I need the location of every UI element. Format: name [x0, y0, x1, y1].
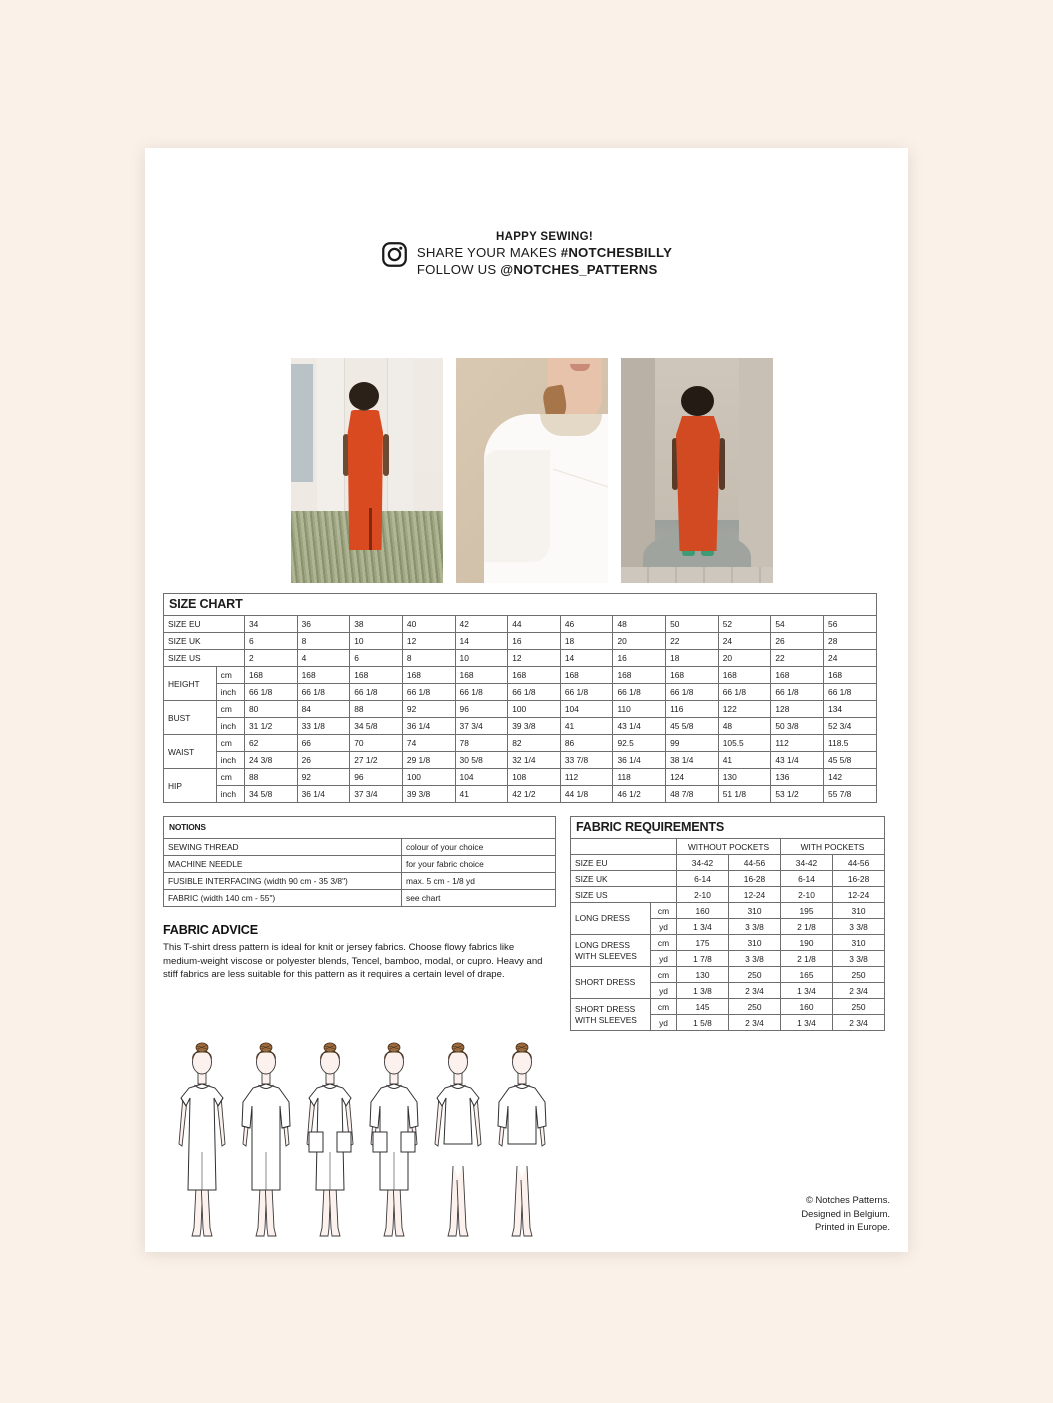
fabric-requirements-group-header: WITHOUT POCKETS — [677, 839, 781, 855]
size-chart-measure-row — [164, 786, 877, 803]
fabric-requirements-unit-cm: cm — [651, 935, 677, 951]
size-chart-cell-inch: 66 1/8 — [666, 684, 719, 701]
size-chart-cell: 4 — [297, 650, 350, 667]
fabric-requirements-cell-yd: 2 1/8 — [781, 919, 833, 935]
fabric-requirements-cell-yd: 1 5/8 — [677, 1015, 729, 1031]
fabric-requirements-unit-yd: yd — [651, 919, 677, 935]
fabric-requirements-cell-cm: 310 — [833, 935, 885, 951]
size-chart-unit-cm: cm — [216, 735, 244, 752]
fabric-requirements-cell-yd: 1 3/4 — [677, 919, 729, 935]
fabric-requirements-cell-cm: 195 — [781, 903, 833, 919]
size-chart-measure-row — [164, 752, 877, 769]
size-chart-cell: 18 — [560, 633, 613, 650]
fabric-requirements-cell-cm: 130 — [677, 967, 729, 983]
size-chart-cell-cm: 100 — [508, 701, 561, 718]
size-chart-cell-cm: 82 — [508, 735, 561, 752]
size-chart-cell: 14 — [455, 633, 508, 650]
size-chart-cell: 8 — [402, 650, 455, 667]
photo-orange-long-dress-back — [621, 358, 773, 583]
notions-row — [164, 890, 556, 907]
size-chart-cell: 6 — [244, 633, 297, 650]
notions-item: FUSIBLE INTERFACING (width 90 cm - 35 3/8") — [164, 873, 402, 890]
fabric-requirements-unit-cm: cm — [651, 999, 677, 1015]
size-chart-cell-inch: 66 1/8 — [297, 684, 350, 701]
fabric-requirements-cell-yd: 2 3/4 — [833, 1015, 885, 1031]
footer-designed: Designed in Belgium. — [801, 1207, 890, 1219]
size-chart-cell-cm: 122 — [718, 701, 771, 718]
size-chart-cell-cm: 168 — [613, 667, 666, 684]
fabric-requirements-measure-row — [571, 967, 885, 983]
fabric-requirements-cell-yd: 2 3/4 — [729, 983, 781, 999]
fabric-requirements-size-cell: 44-56 — [729, 855, 781, 871]
notions-item: MACHINE NEEDLE — [164, 856, 402, 873]
size-chart-cell-cm: 112 — [560, 769, 613, 786]
notions-item: SEWING THREAD — [164, 839, 402, 856]
size-chart-cell-cm: 104 — [560, 701, 613, 718]
notions-note: for your fabric choice — [402, 856, 556, 873]
fabric-advice-section — [163, 923, 548, 982]
size-chart-cell-inch: 66 1/8 — [613, 684, 666, 701]
social-hashtag: #NOTCHESBILLY — [560, 244, 673, 260]
size-chart-cell-cm: 80 — [244, 701, 297, 718]
size-chart-cell: 26 — [771, 633, 824, 650]
size-chart-cell-inch: 44 1/8 — [560, 786, 613, 803]
footer — [801, 1193, 890, 1234]
footer-copyright: © Notches Patterns. — [805, 1194, 890, 1206]
size-chart-cell-cm: 105.5 — [718, 735, 771, 752]
size-chart-cell-inch: 42 1/2 — [508, 786, 561, 803]
size-chart-cell-inch: 66 1/8 — [508, 684, 561, 701]
size-chart-cell: 14 — [560, 650, 613, 667]
fabric-requirements-unit-yd: yd — [651, 1015, 677, 1031]
size-chart-cell-inch: 32 1/4 — [508, 752, 561, 769]
fabric-requirements-measure-label: LONG DRESS WITH SLEEVES — [571, 935, 651, 967]
notions-table — [163, 816, 556, 907]
size-chart-cell-inch: 34 5/8 — [350, 718, 403, 735]
fabric-requirements-table — [570, 816, 885, 1031]
fabric-requirements-measure-label: SHORT DRESS WITH SLEEVES — [571, 999, 651, 1031]
size-chart-cell-inch: 43 1/4 — [771, 752, 824, 769]
size-chart-cell-cm: 168 — [718, 667, 771, 684]
size-chart-cell-cm: 78 — [455, 735, 508, 752]
fabric-requirements-cell-yd: 2 1/8 — [781, 951, 833, 967]
size-chart-cell-cm: 168 — [297, 667, 350, 684]
size-chart-cell: 42 — [455, 616, 508, 633]
size-chart-cell-cm: 116 — [666, 701, 719, 718]
fabric-requirements-size-row — [571, 887, 885, 903]
size-chart-cell: 34 — [244, 616, 297, 633]
fabric-requirements-size-cell: 2-10 — [781, 887, 833, 903]
fabric-requirements-cell-cm: 160 — [677, 903, 729, 919]
figure-long-dress-cap-sleeve-pockets — [307, 1043, 353, 1236]
size-chart-measure-label: BUST — [164, 701, 217, 735]
size-chart-cell: 56 — [824, 616, 877, 633]
size-chart-cell-inch: 37 3/4 — [455, 718, 508, 735]
size-chart-cell-cm: 86 — [560, 735, 613, 752]
size-chart-section — [163, 593, 877, 803]
fabric-requirements-size-cell: 44-56 — [833, 855, 885, 871]
fabric-requirements-cell-cm: 250 — [729, 967, 781, 983]
size-chart-cell-cm: 62 — [244, 735, 297, 752]
fabric-requirements-cell-yd: 3 3/8 — [729, 919, 781, 935]
notions-row — [164, 856, 556, 873]
fabric-requirements-size-label: SIZE US — [571, 887, 677, 903]
size-chart-cell-inch: 33 7/8 — [560, 752, 613, 769]
fabric-requirements-group-header: WITH POCKETS — [781, 839, 885, 855]
size-chart-cell: 16 — [613, 650, 666, 667]
technical-drawings — [167, 1040, 567, 1245]
fabric-requirements-unit-yd: yd — [651, 983, 677, 999]
fabric-requirements-cell-yd: 3 3/8 — [833, 919, 885, 935]
size-chart-measure-row — [164, 701, 877, 718]
size-chart-cell-cm: 99 — [666, 735, 719, 752]
instagram-icon[interactable] — [381, 241, 408, 268]
size-chart-row — [164, 650, 877, 667]
fabric-requirements-unit-cm: cm — [651, 967, 677, 983]
size-chart-measure-label: HEIGHT — [164, 667, 217, 701]
fabric-requirements-measure-label: SHORT DRESS — [571, 967, 651, 999]
size-chart-measure-row — [164, 667, 877, 684]
social-follow-line — [417, 262, 672, 279]
fabric-requirements-cell-cm: 310 — [729, 935, 781, 951]
size-chart-cell-cm: 96 — [455, 701, 508, 718]
size-chart-title: SIZE CHART — [164, 594, 877, 616]
size-chart-cell-inch: 27 1/2 — [350, 752, 403, 769]
size-chart-cell-cm: 74 — [402, 735, 455, 752]
fabric-requirements-measure-label: LONG DRESS — [571, 903, 651, 935]
size-chart-cell-cm: 168 — [666, 667, 719, 684]
size-chart-cell: 48 — [613, 616, 666, 633]
size-chart-cell-inch: 33 1/8 — [297, 718, 350, 735]
size-chart-table — [163, 593, 877, 803]
size-chart-row — [164, 616, 877, 633]
fabric-advice-title: FABRIC ADVICE — [163, 923, 258, 937]
figure-short-dress-short-sleeve — [498, 1043, 546, 1236]
size-chart-cell-inch: 41 — [718, 752, 771, 769]
size-chart-cell-inch: 51 1/8 — [718, 786, 771, 803]
size-chart-cell: 8 — [297, 633, 350, 650]
size-chart-row-label: SIZE EU — [164, 616, 245, 633]
fabric-requirements-cell-cm: 310 — [833, 903, 885, 919]
notions-title: NOTIONS — [164, 817, 556, 839]
size-chart-cell-inch: 36 1/4 — [613, 752, 666, 769]
notions-note: colour of your choice — [402, 839, 556, 856]
size-chart-measure-row — [164, 735, 877, 752]
size-chart-cell: 22 — [771, 650, 824, 667]
size-chart-cell-inch: 31 1/2 — [244, 718, 297, 735]
social-handle: @NOTCHES_PATTERNS — [500, 261, 658, 277]
size-chart-cell-inch: 45 5/8 — [666, 718, 719, 735]
size-chart-cell-inch: 66 1/8 — [350, 684, 403, 701]
size-chart-measure-label: HIP — [164, 769, 217, 803]
fabric-requirements-cell-yd: 3 3/8 — [729, 951, 781, 967]
fabric-requirements-title-row — [571, 817, 885, 839]
fabric-requirements-size-label: SIZE UK — [571, 871, 677, 887]
size-chart-cell-inch: 66 1/8 — [402, 684, 455, 701]
figure-long-dress-cap-sleeve — [179, 1043, 225, 1236]
size-chart-cell-cm: 130 — [718, 769, 771, 786]
size-chart-measure-row — [164, 769, 877, 786]
fabric-requirements-title: FABRIC REQUIREMENTS — [571, 817, 885, 839]
size-chart-unit-inch: inch — [216, 786, 244, 803]
size-chart-cell-cm: 118.5 — [824, 735, 877, 752]
size-chart-cell: 44 — [508, 616, 561, 633]
notions-row — [164, 873, 556, 890]
fabric-requirements-unit-yd: yd — [651, 951, 677, 967]
size-chart-unit-inch: inch — [216, 752, 244, 769]
size-chart-cell-inch: 48 7/8 — [666, 786, 719, 803]
fabric-requirements-cell-cm: 250 — [833, 999, 885, 1015]
fabric-requirements-cell-yd: 2 3/4 — [833, 983, 885, 999]
fabric-requirements-blank — [571, 839, 677, 855]
size-chart-cell-cm: 100 — [402, 769, 455, 786]
size-chart-cell-inch: 52 3/4 — [824, 718, 877, 735]
size-chart-cell: 24 — [824, 650, 877, 667]
size-chart-cell-inch: 55 7/8 — [824, 786, 877, 803]
fabric-requirements-size-cell: 16-28 — [729, 871, 781, 887]
size-chart-row-label: SIZE US — [164, 650, 245, 667]
fabric-requirements-size-cell: 12-24 — [729, 887, 781, 903]
fabric-requirements-size-cell: 12-24 — [833, 887, 885, 903]
size-chart-cell-cm: 168 — [560, 667, 613, 684]
notions-item: FABRIC (width 140 cm - 55") — [164, 890, 402, 907]
size-chart-cell-cm: 118 — [613, 769, 666, 786]
size-chart-cell-inch: 41 — [455, 786, 508, 803]
size-chart-cell-inch: 39 3/8 — [508, 718, 561, 735]
size-chart-cell: 16 — [508, 633, 561, 650]
size-chart-cell-cm: 66 — [297, 735, 350, 752]
size-chart-cell-inch: 45 5/8 — [824, 752, 877, 769]
size-chart-cell: 36 — [297, 616, 350, 633]
size-chart-cell-inch: 30 5/8 — [455, 752, 508, 769]
notions-note: see chart — [402, 890, 556, 907]
size-chart-cell-cm: 168 — [402, 667, 455, 684]
size-chart-cell-cm: 92 — [402, 701, 455, 718]
fabric-requirements-measure-row — [571, 999, 885, 1015]
size-chart-cell-inch: 66 1/8 — [455, 684, 508, 701]
size-chart-cell-cm: 142 — [824, 769, 877, 786]
notions-note: max. 5 cm - 1/8 yd — [402, 873, 556, 890]
size-chart-cell-inch: 36 1/4 — [402, 718, 455, 735]
size-chart-cell-cm: 168 — [508, 667, 561, 684]
size-chart-cell-inch: 29 1/8 — [402, 752, 455, 769]
pattern-page — [145, 148, 908, 1252]
size-chart-cell-cm: 134 — [824, 701, 877, 718]
size-chart-cell: 20 — [613, 633, 666, 650]
size-chart-cell-inch: 46 1/2 — [613, 786, 666, 803]
size-chart-measure-row — [164, 718, 877, 735]
fabric-requirements-cell-yd: 1 3/4 — [781, 1015, 833, 1031]
size-chart-cell-cm: 168 — [824, 667, 877, 684]
size-chart-unit-inch: inch — [216, 718, 244, 735]
fabric-requirements-cell-yd: 1 7/8 — [677, 951, 729, 967]
photo-strip — [291, 358, 773, 583]
size-chart-cell-cm: 112 — [771, 735, 824, 752]
notions-row — [164, 839, 556, 856]
size-chart-cell: 10 — [455, 650, 508, 667]
fabric-requirements-size-row — [571, 871, 885, 887]
size-chart-cell-cm: 104 — [455, 769, 508, 786]
figure-long-dress-short-sleeve — [242, 1043, 290, 1236]
size-chart-cell-inch: 24 3/8 — [244, 752, 297, 769]
size-chart-cell-cm: 168 — [771, 667, 824, 684]
social-share-line — [417, 245, 672, 262]
footer-printed: Printed in Europe. — [814, 1221, 890, 1233]
social-header — [145, 230, 908, 279]
size-chart-cell-cm: 168 — [244, 667, 297, 684]
social-share-prefix: SHARE YOUR MAKES — [416, 244, 561, 260]
size-chart-measure-row — [164, 684, 877, 701]
fabric-requirements-cell-yd: 2 3/4 — [729, 1015, 781, 1031]
social-follow-prefix: FOLLOW US — [416, 261, 501, 277]
size-chart-cell-cm: 88 — [244, 769, 297, 786]
size-chart-cell-inch: 39 3/8 — [402, 786, 455, 803]
size-chart-row-label: SIZE UK — [164, 633, 245, 650]
size-chart-cell-inch: 53 1/2 — [771, 786, 824, 803]
size-chart-cell: 40 — [402, 616, 455, 633]
size-chart-row — [164, 633, 877, 650]
photo-orange-long-dress-front — [291, 358, 443, 583]
size-chart-cell: 18 — [666, 650, 719, 667]
fabric-requirements-cell-yd: 3 3/8 — [833, 951, 885, 967]
size-chart-cell-cm: 136 — [771, 769, 824, 786]
size-chart-cell: 46 — [560, 616, 613, 633]
size-chart-cell: 52 — [718, 616, 771, 633]
size-chart-cell-inch: 66 1/8 — [244, 684, 297, 701]
size-chart-cell-inch: 66 1/8 — [718, 684, 771, 701]
size-chart-cell: 28 — [824, 633, 877, 650]
fabric-requirements-cell-cm: 190 — [781, 935, 833, 951]
size-chart-cell-cm: 92 — [297, 769, 350, 786]
size-chart-cell: 54 — [771, 616, 824, 633]
fabric-requirements-size-row — [571, 855, 885, 871]
fabric-requirements-cell-cm: 175 — [677, 935, 729, 951]
fabric-requirements-unit-cm: cm — [651, 903, 677, 919]
fabric-requirements-size-cell: 6-14 — [677, 871, 729, 887]
fabric-requirements-size-label: SIZE EU — [571, 855, 677, 871]
fabric-requirements-size-cell: 2-10 — [677, 887, 729, 903]
size-chart-cell-cm: 92.5 — [613, 735, 666, 752]
social-headline: HAPPY SEWING! — [496, 231, 593, 243]
size-chart-unit-inch: inch — [216, 684, 244, 701]
size-chart-cell-inch: 50 3/8 — [771, 718, 824, 735]
size-chart-cell: 2 — [244, 650, 297, 667]
size-chart-unit-cm: cm — [216, 701, 244, 718]
photo-white-tee-detail — [456, 358, 608, 583]
size-chart-cell-cm: 84 — [297, 701, 350, 718]
size-chart-cell-cm: 124 — [666, 769, 719, 786]
size-chart-cell: 24 — [718, 633, 771, 650]
size-chart-cell-inch: 37 3/4 — [350, 786, 403, 803]
size-chart-cell: 38 — [350, 616, 403, 633]
size-chart-cell-inch: 36 1/4 — [297, 786, 350, 803]
size-chart-cell: 22 — [666, 633, 719, 650]
fabric-advice-body: This T-shirt dress pattern is ideal for knit or jersey fabrics. Choose flowy fabrics like medium-weight viscose or polyester blends, Tencel, bamboo, modal, or cupro. Heavy and stiff fabrics are less suitable for this pattern as it requires a certain level of drape. — [163, 942, 543, 981]
size-chart-cell-cm: 108 — [508, 769, 561, 786]
size-chart-measure-label: WAIST — [164, 735, 217, 769]
fabric-requirements-cell-yd: 1 3/8 — [677, 983, 729, 999]
fabric-requirements-size-cell: 34-42 — [677, 855, 729, 871]
size-chart-title-row — [164, 594, 877, 616]
fabric-requirements-cell-cm: 160 — [781, 999, 833, 1015]
fabric-requirements-size-cell: 16-28 — [833, 871, 885, 887]
size-chart-cell-cm: 96 — [350, 769, 403, 786]
size-chart-cell-cm: 88 — [350, 701, 403, 718]
fabric-requirements-cell-yd: 1 3/4 — [781, 983, 833, 999]
fabric-requirements-cell-cm: 145 — [677, 999, 729, 1015]
size-chart-cell-inch: 34 5/8 — [244, 786, 297, 803]
size-chart-cell: 10 — [350, 633, 403, 650]
size-chart-unit-cm: cm — [216, 769, 244, 786]
size-chart-cell-inch: 43 1/4 — [613, 718, 666, 735]
notions-section — [163, 816, 556, 907]
fabric-requirements-measure-row — [571, 935, 885, 951]
size-chart-cell: 6 — [350, 650, 403, 667]
size-chart-cell: 12 — [508, 650, 561, 667]
size-chart-cell-cm: 168 — [455, 667, 508, 684]
size-chart-unit-cm: cm — [216, 667, 244, 684]
fabric-requirements-cell-cm: 250 — [729, 999, 781, 1015]
size-chart-cell: 20 — [718, 650, 771, 667]
fabric-requirements-size-cell: 34-42 — [781, 855, 833, 871]
size-chart-cell-cm: 70 — [350, 735, 403, 752]
size-chart-cell: 50 — [666, 616, 719, 633]
figure-short-dress-cap-sleeve — [435, 1043, 481, 1236]
fabric-requirements-cell-cm: 165 — [781, 967, 833, 983]
size-chart-cell-cm: 110 — [613, 701, 666, 718]
size-chart-cell-inch: 66 1/8 — [771, 684, 824, 701]
fabric-requirements-cell-cm: 310 — [729, 903, 781, 919]
size-chart-cell-inch: 26 — [297, 752, 350, 769]
fabric-requirements-group-row — [571, 839, 885, 855]
size-chart-cell-inch: 66 1/8 — [560, 684, 613, 701]
size-chart-cell-inch: 38 1/4 — [666, 752, 719, 769]
size-chart-cell-cm: 168 — [350, 667, 403, 684]
size-chart-cell: 12 — [402, 633, 455, 650]
notions-title-row — [164, 817, 556, 839]
fabric-requirements-section — [570, 816, 885, 1031]
fabric-requirements-cell-cm: 250 — [833, 967, 885, 983]
size-chart-cell-cm: 128 — [771, 701, 824, 718]
size-chart-cell-inch: 48 — [718, 718, 771, 735]
technical-drawings-svg — [167, 1040, 567, 1245]
figure-long-dress-short-sleeve-pockets — [370, 1043, 418, 1236]
size-chart-cell-inch: 41 — [560, 718, 613, 735]
fabric-requirements-measure-row — [571, 903, 885, 919]
size-chart-cell-inch: 66 1/8 — [824, 684, 877, 701]
fabric-requirements-size-cell: 6-14 — [781, 871, 833, 887]
